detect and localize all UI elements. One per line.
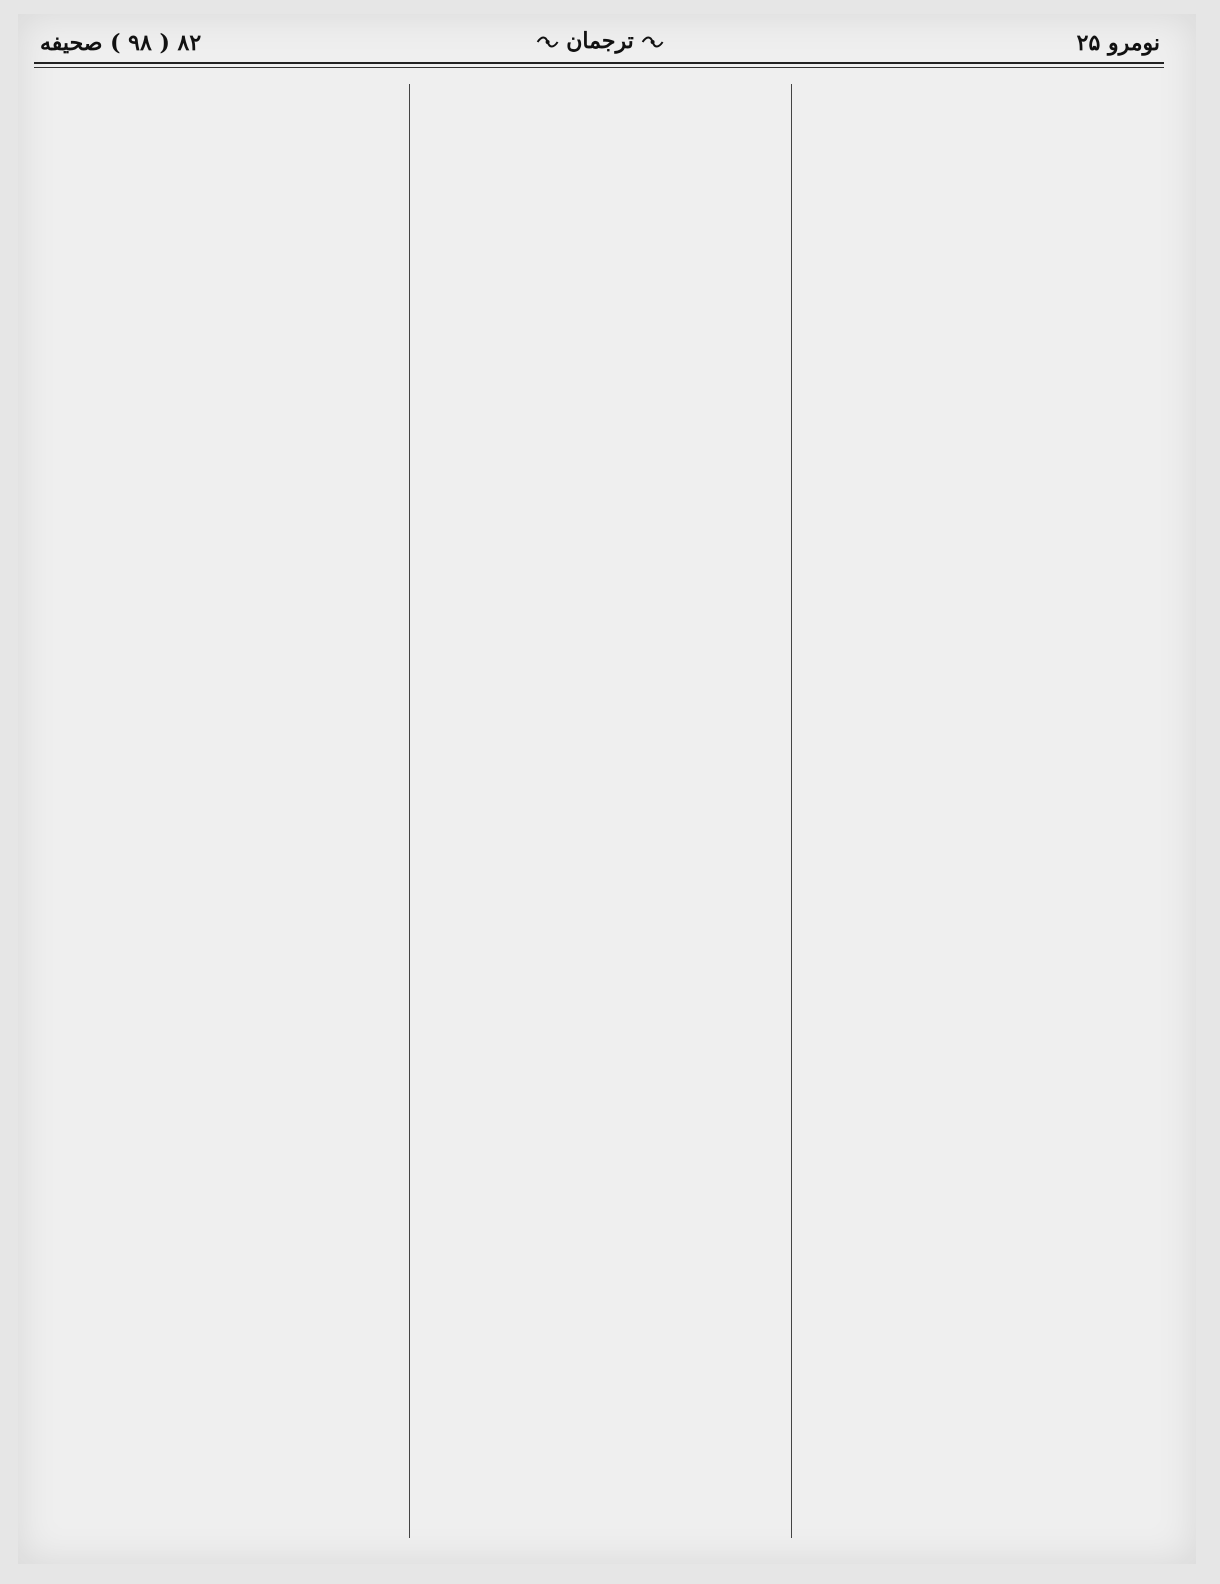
column-divider <box>409 84 410 1538</box>
ornament-icon <box>641 35 663 49</box>
masthead-title: ترجمان <box>566 28 634 54</box>
issue-number: نومرو ۲۵ <box>1076 30 1160 56</box>
column-right <box>802 80 1164 1544</box>
text-columns <box>34 80 1164 1544</box>
header-rule <box>34 62 1164 64</box>
ornament-icon <box>537 35 559 49</box>
column-middle <box>420 80 782 1544</box>
page-number: ۸۲ ( ۹۸ ) صحيفه <box>40 30 202 56</box>
header-rule-thin <box>34 67 1164 68</box>
column-divider <box>791 84 792 1538</box>
page-header <box>40 26 1160 66</box>
column-left <box>38 80 400 1544</box>
masthead <box>537 28 664 54</box>
